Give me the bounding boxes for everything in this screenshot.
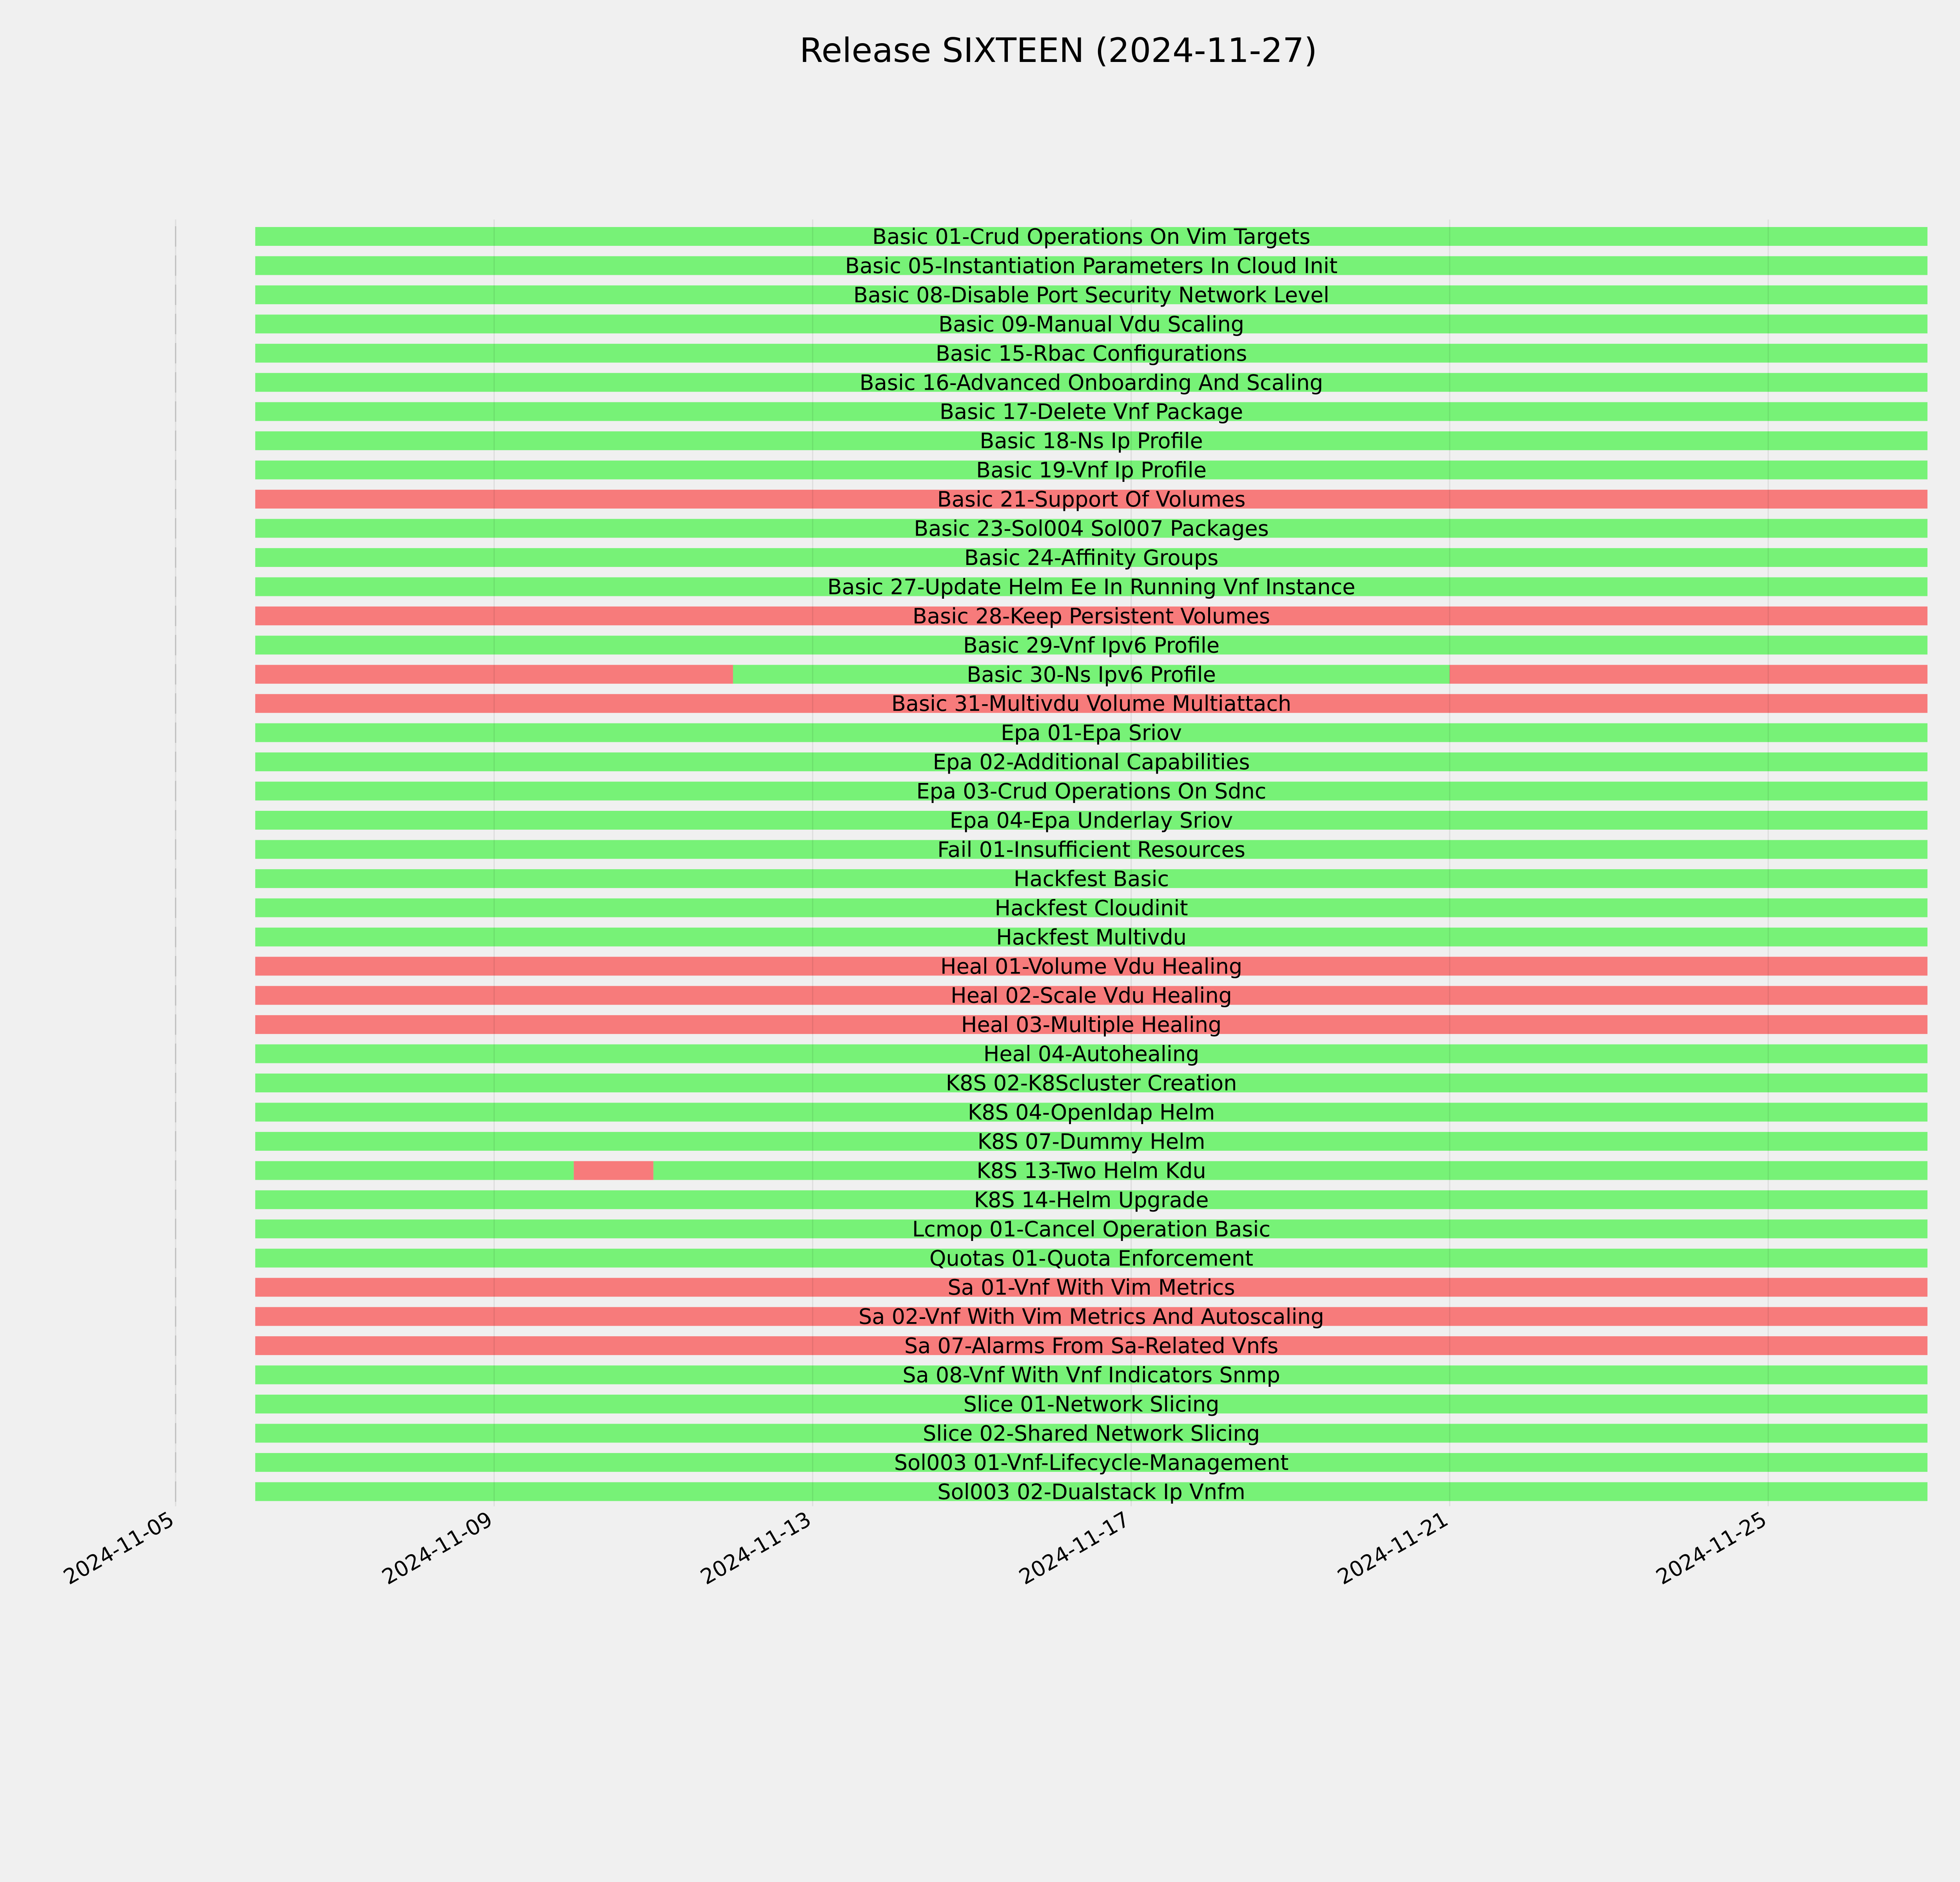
row-label: Basic 08-Disable Port Security Network Level [853, 282, 1330, 307]
row-label: Sa 07-Alarms From Sa-Related Vnfs [904, 1333, 1279, 1359]
row-label: Basic 21-Support Of Volumes [937, 487, 1246, 512]
row-label: K8S 13-Two Helm Kdu [976, 1158, 1206, 1183]
row-label: Hackfest Basic [1013, 866, 1169, 891]
row-label: Basic 19-Vnf Ip Profile [976, 458, 1207, 483]
row-label: Basic 09-Manual Vdu Scaling [938, 312, 1245, 337]
row-label: K8S 07-Dummy Helm [977, 1129, 1205, 1154]
row-label: Lcmop 01-Cancel Operation Basic [912, 1217, 1271, 1242]
row-label: Basic 29-Vnf Ipv6 Profile [963, 633, 1220, 658]
bar-segment-fail [574, 1161, 653, 1180]
row-label: Sol003 01-Vnf-Lifecycle-Management [894, 1450, 1289, 1475]
row-label: Basic 31-Multivdu Volume Multiattach [891, 691, 1292, 716]
row-label: Basic 16-Advanced Onboarding And Scaling [859, 370, 1323, 395]
row-label: Basic 15-Rbac Configurations [935, 341, 1247, 366]
x-tick-label: 2024-11-25 [1651, 1506, 1771, 1590]
row-label: Epa 01-Epa Sriov [1001, 720, 1182, 745]
row-label: Basic 05-Instantiation Parameters In Cloud Init [845, 253, 1338, 278]
x-tick-label: 2024-11-05 [59, 1506, 178, 1590]
bar-segment-fail [1450, 665, 1927, 684]
x-tick-label: 2024-11-13 [696, 1506, 815, 1590]
row-label: Epa 04-Epa Underlay Sriov [949, 808, 1233, 833]
chart-title: Release SIXTEEN (2024-11-27) [799, 31, 1318, 70]
row-label: Basic 24-Affinity Groups [964, 545, 1219, 570]
x-tick-label: 2024-11-21 [1333, 1506, 1452, 1590]
row-label: Epa 02-Additional Capabilities [933, 750, 1250, 775]
row-label: Sa 08-Vnf With Vnf Indicators Snmp [902, 1362, 1280, 1388]
row-label: Hackfest Cloudinit [995, 896, 1188, 921]
row-label: Heal 03-Multiple Healing [961, 1012, 1222, 1037]
row-label: Basic 27-Update Helm Ee In Running Vnf Instance [827, 574, 1356, 599]
row-label: Quotas 01-Quota Enforcement [929, 1246, 1254, 1271]
row-label: K8S 02-K8Scluster Creation [946, 1071, 1237, 1096]
x-tick-label: 2024-11-09 [377, 1506, 497, 1590]
row-label: Hackfest Multivdu [996, 925, 1187, 950]
x-tick-label: 2024-11-17 [1014, 1506, 1134, 1590]
row-label: Basic 30-Ns Ipv6 Profile [967, 662, 1216, 687]
row-label: Heal 01-Volume Vdu Healing [940, 954, 1243, 979]
row-label: Fail 01-Insufficient Resources [937, 837, 1245, 862]
row-label: Sa 02-Vnf With Vim Metrics And Autoscaling [858, 1304, 1324, 1329]
row-label: Epa 03-Crud Operations On Sdnc [916, 779, 1267, 804]
bar-segment-pass [653, 1161, 1927, 1180]
row-label: Basic 18-Ns Ip Profile [980, 429, 1203, 454]
row-label: Basic 28-Keep Persistent Volumes [912, 603, 1270, 629]
row-label: Basic 01-Crud Operations On Vim Targets [872, 224, 1310, 249]
row-label: Slice 01-Network Slicing [963, 1392, 1220, 1417]
row-label: Slice 02-Shared Network Slicing [923, 1421, 1260, 1446]
row-label: Sa 01-Vnf With Vim Metrics [947, 1275, 1235, 1300]
row-label: Basic 17-Delete Vnf Package [940, 399, 1243, 424]
row-label: K8S 04-Openldap Helm [967, 1100, 1215, 1125]
row-label: Heal 02-Scale Vdu Healing [951, 983, 1232, 1008]
row-label: Sol003 02-Dualstack Ip Vnfm [937, 1479, 1245, 1504]
row-label: Basic 23-Sol004 Sol007 Packages [914, 516, 1269, 541]
row-label: K8S 14-Helm Upgrade [974, 1187, 1209, 1212]
row-label: Heal 04-Autohealing [983, 1041, 1200, 1066]
bar-segment-pass [255, 1161, 574, 1180]
